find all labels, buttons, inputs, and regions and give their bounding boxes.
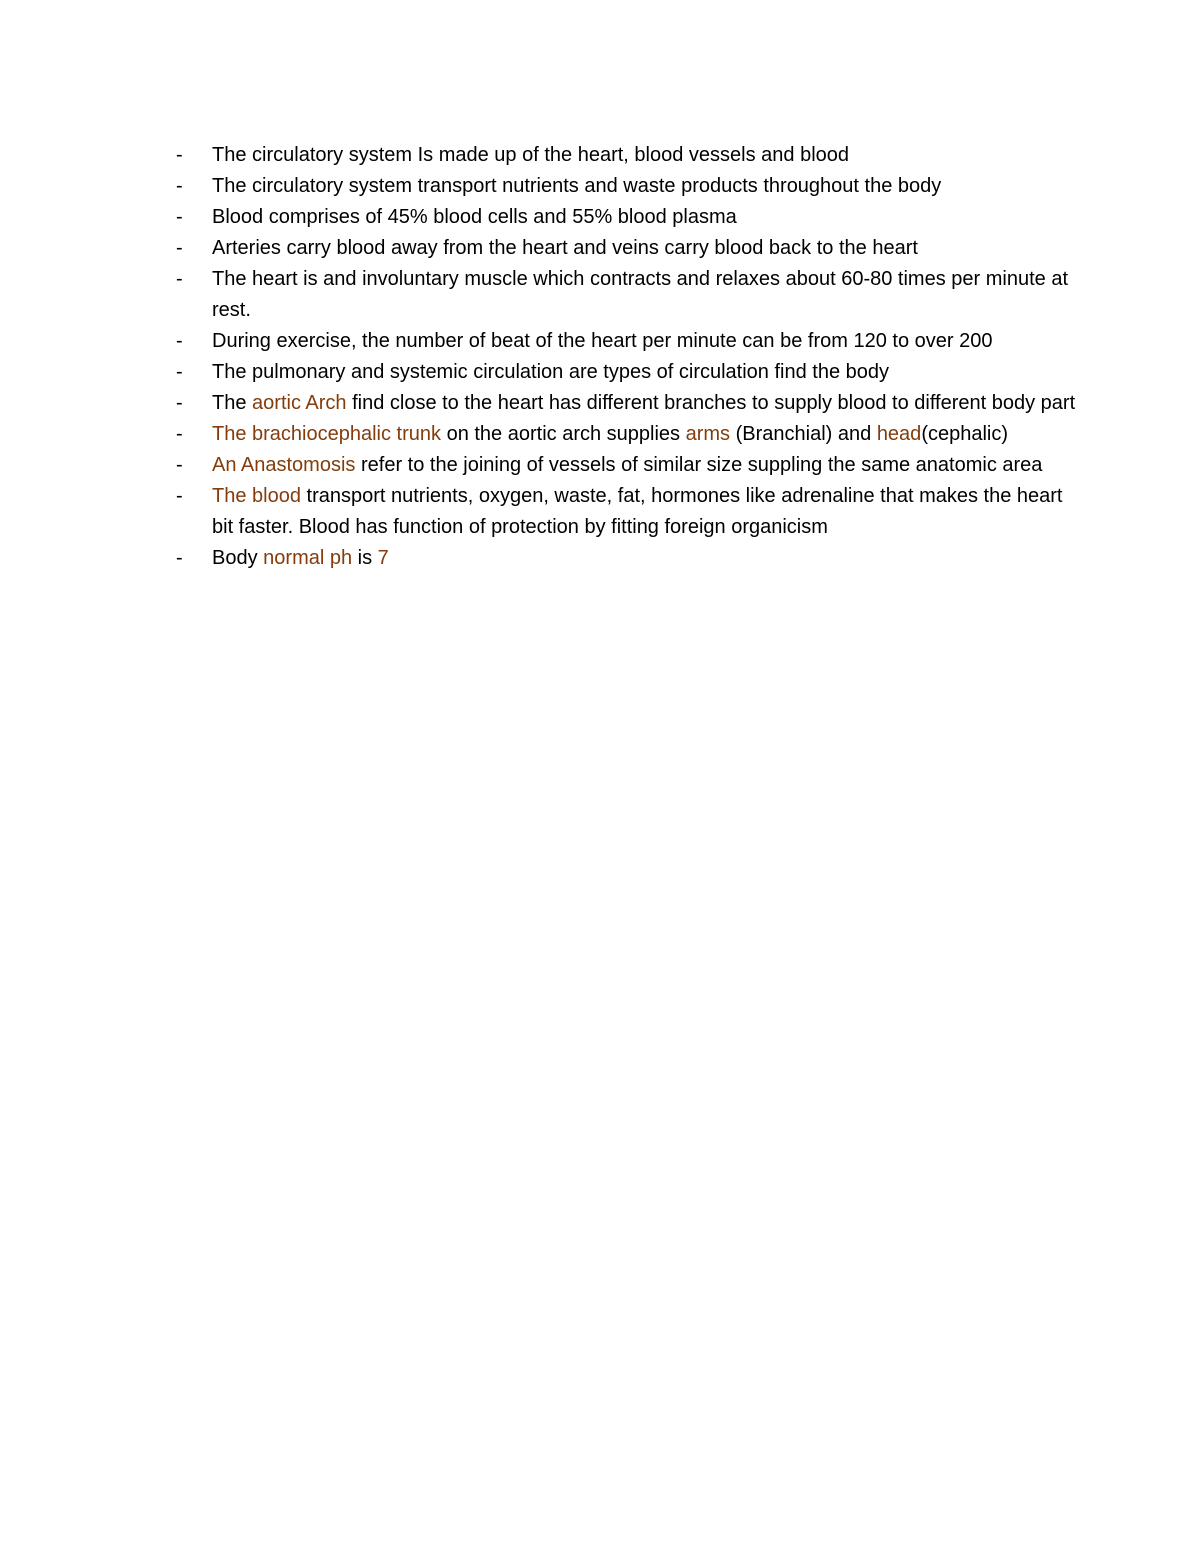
- list-item: [176, 357, 1076, 388]
- list-item: [176, 450, 1076, 481]
- bullet-text: is: [352, 547, 378, 569]
- list-item: [176, 388, 1076, 419]
- list-item: [176, 233, 1076, 264]
- highlight-term-head: head: [876, 423, 922, 445]
- bullet-dash: -: [176, 330, 183, 352]
- highlight-term-ph-value: 7: [377, 547, 389, 569]
- bullet-list: [176, 140, 1076, 574]
- bullet-text: The circulatory system Is made up of the heart, blood vessels and blood: [212, 144, 850, 166]
- list-item: [176, 543, 1076, 574]
- list-item: [176, 140, 1076, 171]
- bullet-text: find close to the heart has different branches to supply blood to different body part: [346, 392, 1076, 414]
- bullet-text: Body: [212, 547, 264, 569]
- bullet-text: (Branchial) and: [730, 423, 877, 445]
- highlight-term-brachiocephalic-trunk: The brachiocephalic trunk: [212, 423, 442, 445]
- bullet-text: Blood comprises of 45% blood cells and 55% blood plasma: [212, 206, 737, 228]
- bullet-text: on the aortic arch supplies: [441, 423, 686, 445]
- bullet-dash: -: [176, 454, 183, 476]
- bullet-text: The: [212, 392, 253, 414]
- highlight-term-normal-ph: normal ph: [263, 547, 353, 569]
- bullet-dash: -: [176, 144, 183, 166]
- bullet-text: The circulatory system transport nutrients and waste products throughout the body: [212, 175, 942, 197]
- bullet-text: During exercise, the number of beat of the heart per minute can be from 120 to over 200: [212, 330, 993, 352]
- list-item: [176, 202, 1076, 233]
- bullet-text: Arteries carry blood away from the heart and veins carry blood back to the heart: [212, 237, 918, 259]
- list-item: [176, 481, 1076, 543]
- bullet-dash: -: [176, 268, 183, 290]
- highlight-term-the-blood: The blood: [212, 485, 301, 507]
- bullet-dash: -: [176, 392, 183, 414]
- highlight-term-anastomosis: An Anastomosis: [212, 454, 356, 476]
- bullet-dash: -: [176, 485, 183, 507]
- bullet-text: The heart is and involuntary muscle which contracts and relaxes about 60-80 times per minute at rest.: [212, 268, 1068, 321]
- bullet-dash: -: [176, 547, 183, 569]
- bullet-dash: -: [176, 237, 183, 259]
- list-item: [176, 264, 1076, 326]
- list-item: [176, 326, 1076, 357]
- bullet-text: transport nutrients, oxygen, waste, fat, hormones like adrenaline that makes the heart bit faster. Blood has function of protection by fitting foreign organicism: [212, 485, 1063, 538]
- bullet-text: The pulmonary and systemic circulation are types of circulation find the body: [212, 361, 890, 383]
- bullet-dash: -: [176, 361, 183, 383]
- highlight-term-aortic-arch: aortic Arch: [252, 392, 347, 414]
- list-item: [176, 171, 1076, 202]
- highlight-term-arms: arms: [685, 423, 731, 445]
- bullet-dash: -: [176, 206, 183, 228]
- bullet-text: (cephalic): [921, 423, 1009, 445]
- bullet-dash: -: [176, 423, 183, 445]
- bullet-dash: -: [176, 175, 183, 197]
- list-item: [176, 419, 1076, 450]
- bullet-text: refer to the joining of vessels of similar size suppling the same anatomic area: [355, 454, 1043, 476]
